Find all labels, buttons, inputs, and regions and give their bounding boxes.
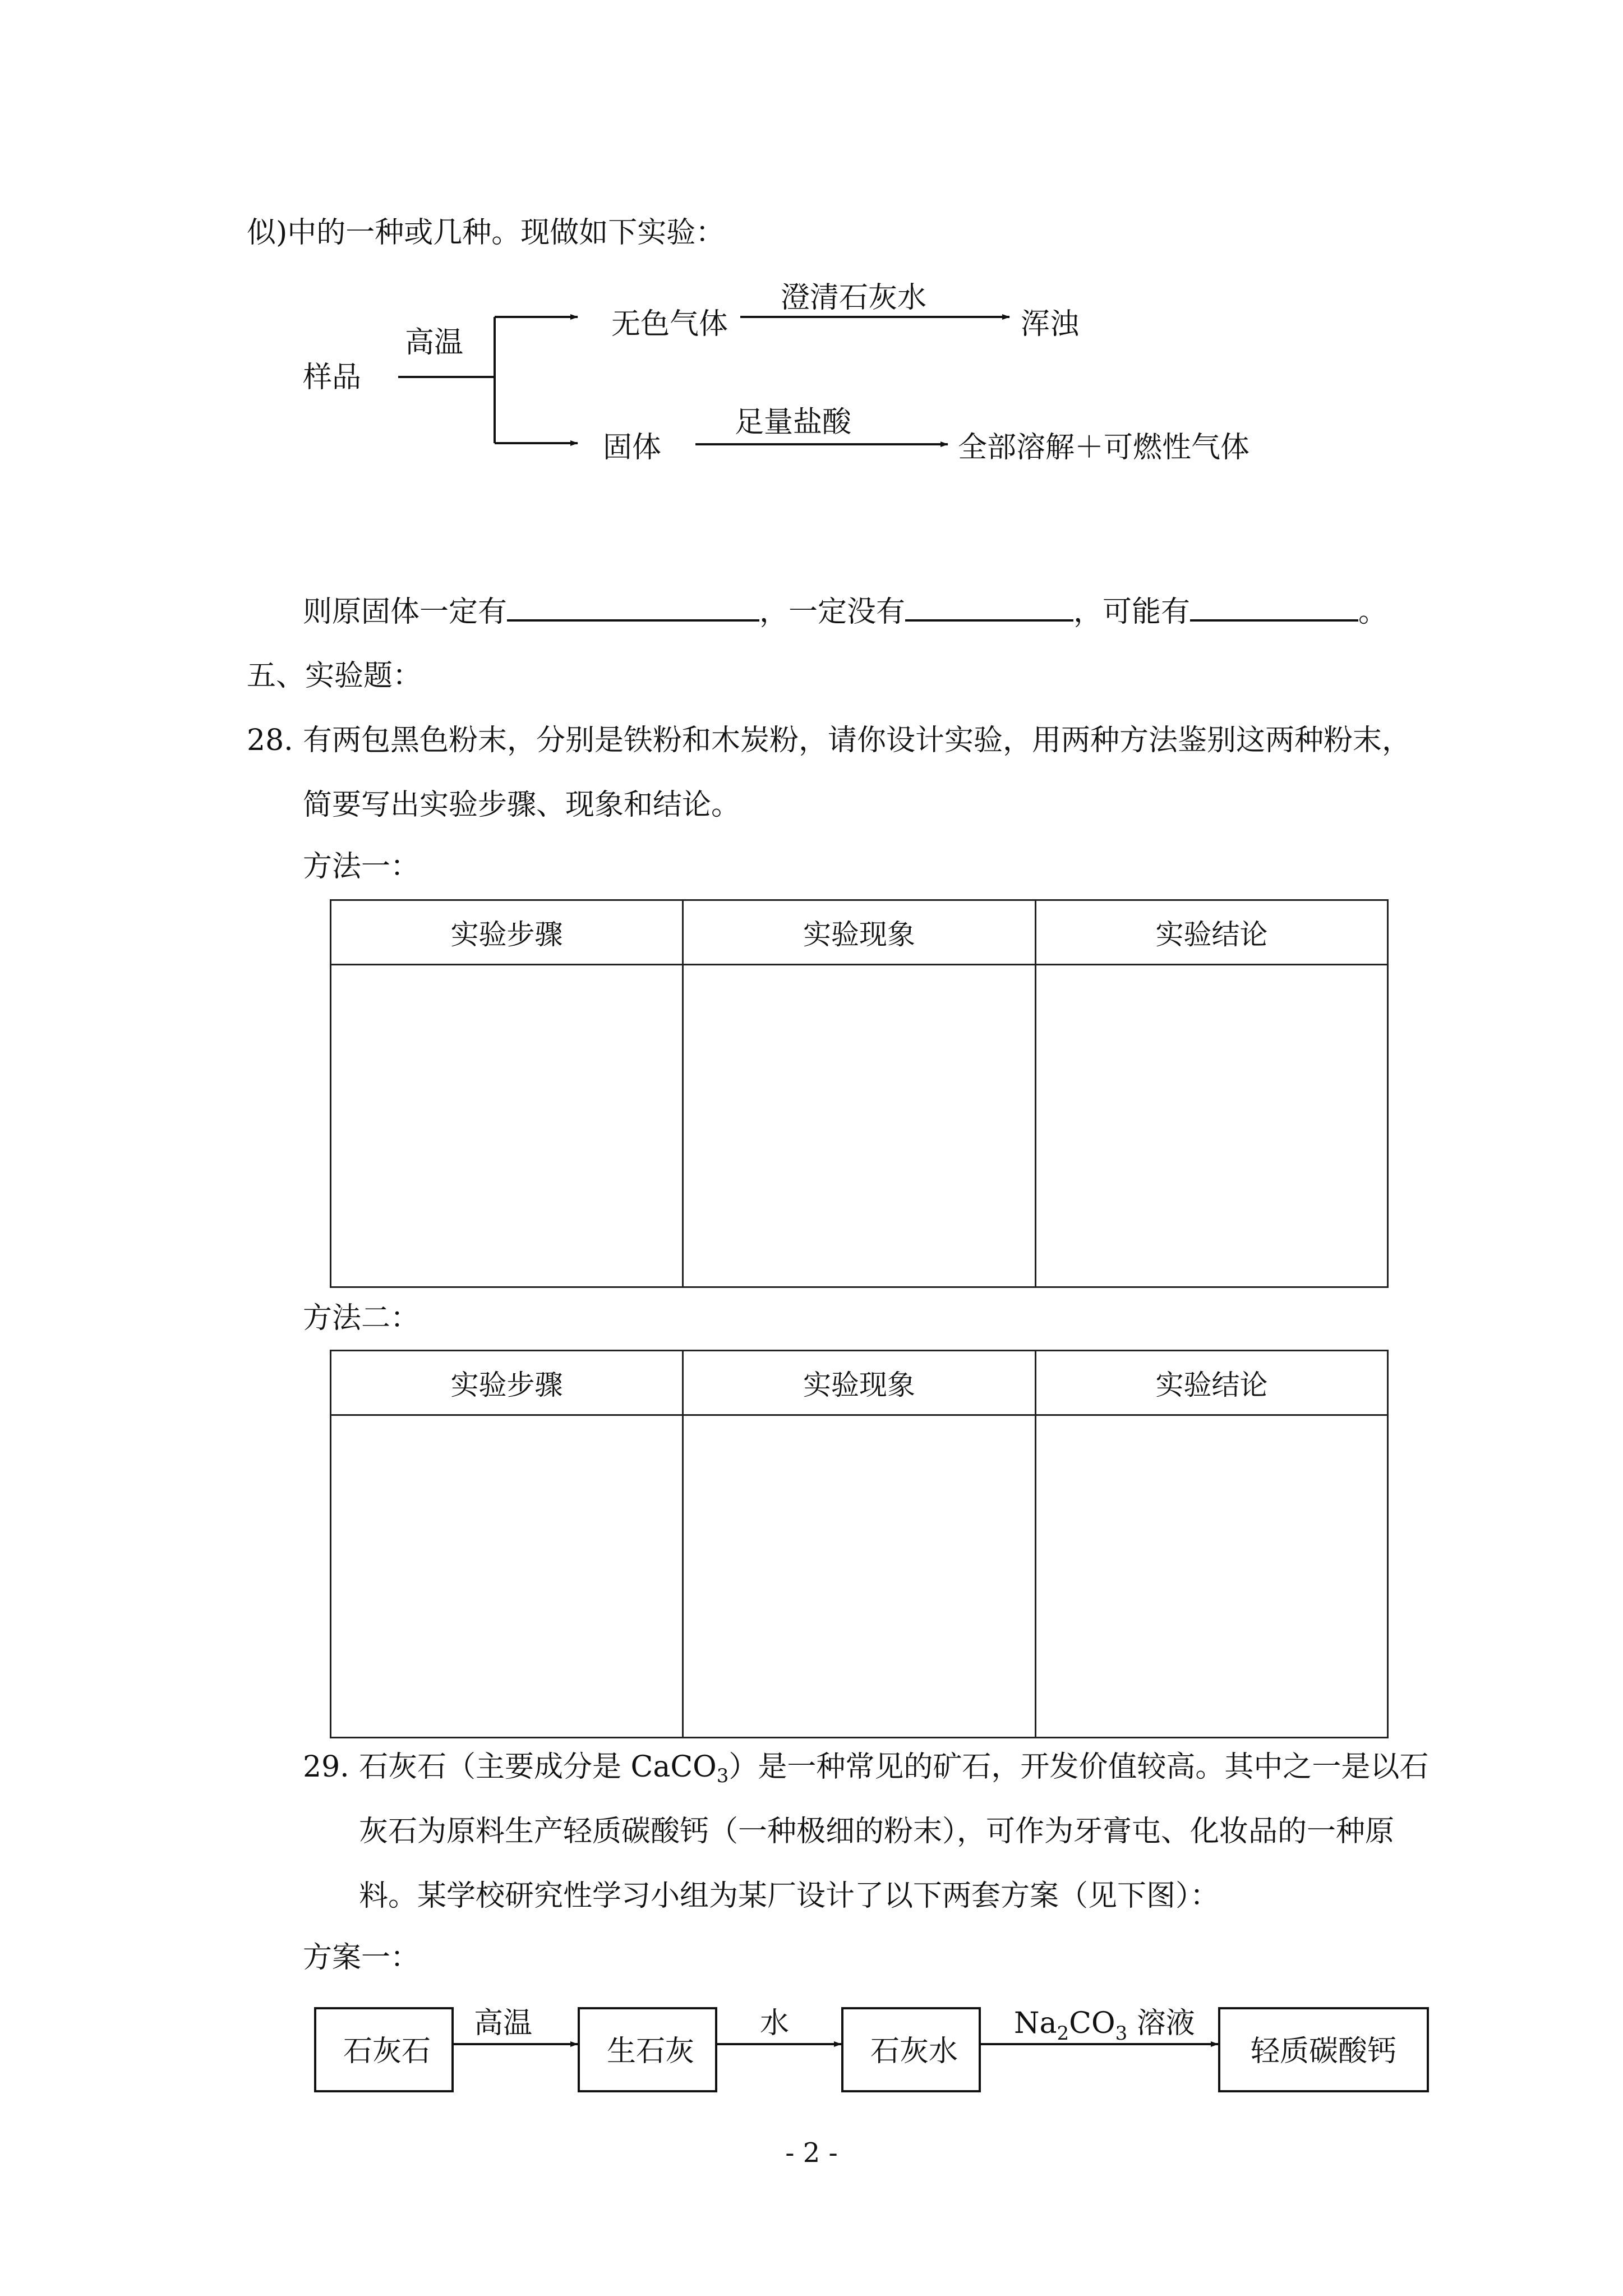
fill-label-maybe: ，可能有 (1073, 595, 1191, 629)
answer-blank-must-have[interactable] (507, 595, 759, 622)
arrow3-na: Na (1014, 2007, 1057, 2040)
q28-line2: 简要写出实验步骤、现象和结论。 (303, 788, 741, 822)
method1-header-conclusion: 实验结论 (1036, 900, 1388, 965)
method2-label: 方法二： (303, 1301, 420, 1335)
q29-line2: 灰石为原料生产轻质碳酸钙（一种极细的粉末），可作为牙膏屯、化妆品的一种原 (359, 1815, 1395, 1848)
method2-conclusion-cell[interactable] (1036, 1415, 1388, 1738)
arrow2-label: 水 (760, 2007, 790, 2040)
high-temp-label: 高温 (405, 326, 464, 360)
method2-steps-cell[interactable] (331, 1415, 683, 1738)
q29-line1 (359, 1750, 1428, 1793)
method1-conclusion-cell[interactable] (1036, 965, 1388, 1287)
q29-line1-b: ）是一种常见的矿石，开发价值较高。其中之一是以石 (728, 1750, 1429, 1784)
arrow3-co: CO (1069, 2007, 1115, 2040)
plan1-flow-diagram (0, 1997, 1623, 2109)
method2-phenomena-cell[interactable] (683, 1415, 1036, 1738)
fill-end: 。 (1358, 595, 1388, 629)
plan1-label: 方案一： (303, 1941, 420, 1975)
solid-label: 固体 (603, 431, 662, 464)
turbid-label: 浑浊 (1021, 307, 1080, 341)
q28-number: 28. (247, 724, 293, 757)
box-limewater-label: 石灰水 (870, 2035, 958, 2068)
intro-line: 似)中的一种或几种。现做如下实验： (247, 216, 725, 250)
q29-line1-sub: 3 (716, 1765, 729, 1787)
method1-steps-cell[interactable] (331, 965, 683, 1287)
page-number: - 2 - (785, 2137, 838, 2169)
method1-table (330, 899, 1389, 1288)
fill-label-must-not: ，一定没有 (759, 595, 906, 629)
method1-phenomena-cell[interactable] (683, 965, 1036, 1287)
arrow3-sub1: 2 (1057, 2022, 1069, 2045)
fill-in-line (303, 595, 1387, 629)
sample-label: 样品 (303, 361, 362, 394)
result-label: 全部溶解＋可燃性气体 (958, 431, 1250, 464)
box-light-caco3-label: 轻质碳酸钙 (1251, 2035, 1397, 2068)
method1-header-steps: 实验步骤 (331, 900, 683, 965)
box-quicklime-label: 生石灰 (607, 2035, 695, 2068)
limewater-label: 澄清石灰水 (781, 281, 927, 315)
arrow3-sub2: 3 (1115, 2022, 1128, 2045)
method1-header-phenomena: 实验现象 (683, 900, 1036, 965)
experiment-flow-diagram (0, 0, 1623, 561)
arrow1-label: 高温 (474, 2007, 533, 2040)
answer-blank-must-not[interactable] (905, 595, 1073, 622)
arrow3-solution: 溶液 (1127, 2007, 1195, 2040)
answer-blank-maybe[interactable] (1190, 595, 1358, 622)
fill-label-must-have: 则原固体一定有 (303, 595, 508, 629)
hcl-label: 足量盐酸 (735, 406, 852, 439)
box-limestone-label: 石灰石 (343, 2035, 431, 2068)
q29-line1-a: 石灰石（主要成分是 CaCO (359, 1750, 717, 1784)
method2-header-conclusion: 实验结论 (1036, 1351, 1388, 1415)
section-title: 五、实验题： (247, 659, 422, 693)
arrow3-label (1014, 2007, 1195, 2045)
method1-label: 方法一： (303, 850, 420, 884)
q29-line3: 料。某学校研究性学习小组为某厂设计了以下两套方案（见下图）： (359, 1879, 1220, 1913)
method2-header-steps: 实验步骤 (331, 1351, 683, 1415)
gas-label: 无色气体 (611, 307, 728, 341)
q29-number: 29. (303, 1750, 349, 1784)
method2-table (330, 1350, 1389, 1738)
method2-header-phenomena: 实验现象 (683, 1351, 1036, 1415)
q28-line1: 有两包黑色粉末，分别是铁粉和木炭粉，请你设计实验，用两种方法鉴别这两种粉末， (303, 724, 1412, 757)
